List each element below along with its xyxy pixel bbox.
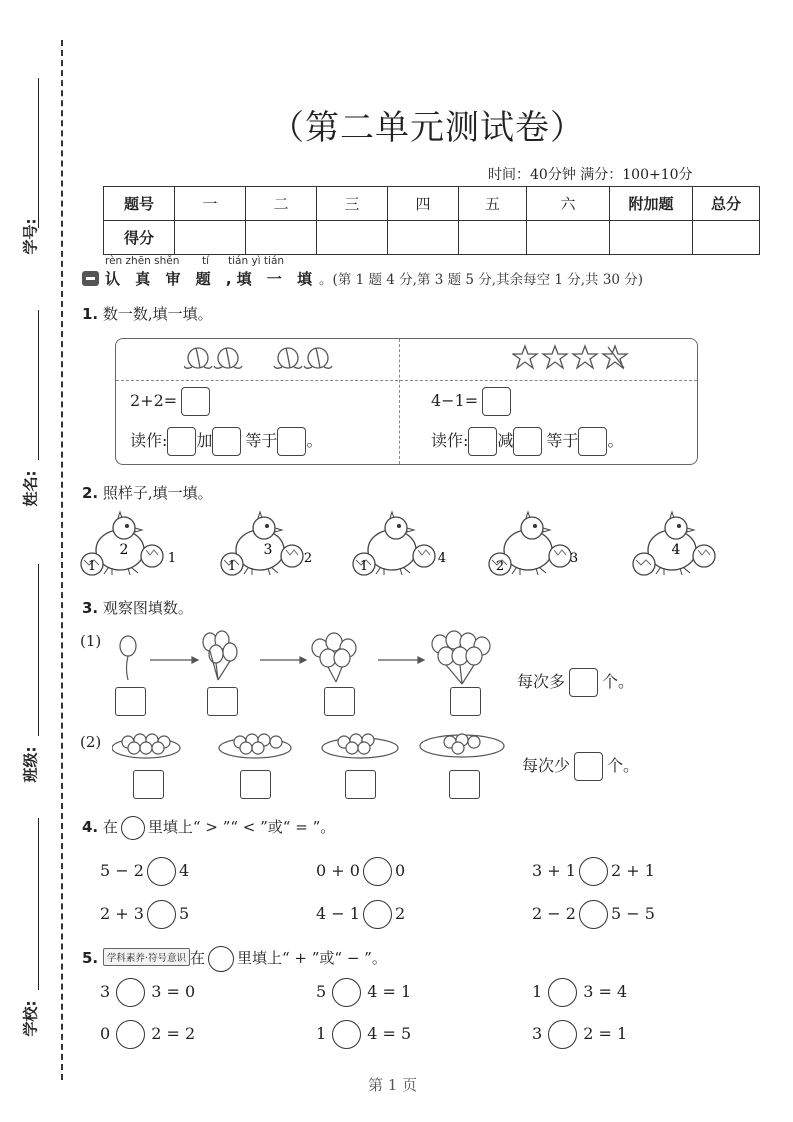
- answer-box[interactable]: [574, 752, 603, 781]
- table-cell: 四: [388, 187, 459, 221]
- chick-left-egg-number: 1: [359, 559, 369, 574]
- pinyin-tianyitian: tián yì tián: [228, 255, 285, 267]
- question-text: 观察图填数。: [98, 599, 193, 617]
- question-3-prompt: [82, 597, 193, 618]
- chick-5: [633, 512, 715, 575]
- part-2-label: (2): [80, 733, 102, 751]
- left-expr: 2 − 2: [532, 904, 576, 923]
- right-expr: 2 = 2: [151, 1024, 196, 1043]
- equals-word: 等于: [245, 431, 278, 450]
- question-text: 里填上“ + ”或“ − ”。: [236, 949, 387, 967]
- left-expr: 0 + 0: [316, 861, 360, 880]
- answer-box[interactable]: [450, 687, 481, 716]
- compare-item: [532, 857, 655, 886]
- right-expr: 0: [394, 861, 406, 880]
- part-2-answer-line: [522, 752, 639, 781]
- chick-right-egg-number: 1: [167, 551, 177, 566]
- right-expr: 3 = 0: [151, 982, 196, 1001]
- answer-circle[interactable]: [548, 978, 577, 1007]
- table-cell: 题号: [104, 187, 175, 221]
- pinyin-ti: tí: [202, 255, 210, 267]
- chick-right-egg-number: 3: [569, 551, 579, 566]
- question-5-prompt: [82, 946, 387, 972]
- period: 。: [607, 431, 624, 450]
- table-cell: 得分: [104, 221, 175, 255]
- equation-text: 4−1=: [431, 391, 479, 410]
- name-line: [38, 310, 39, 460]
- table-cell: 一: [175, 187, 246, 221]
- sign-item: [532, 1020, 627, 1049]
- circle-sample: [121, 816, 145, 840]
- question-number: 4.: [82, 818, 99, 836]
- right-expr: 5 − 5: [610, 904, 655, 923]
- chick-right-egg-number: 2: [303, 551, 313, 566]
- peaches-illustration: [184, 342, 344, 374]
- compare-item: [100, 900, 189, 929]
- question-text: 在: [98, 818, 118, 836]
- sign-item: [100, 978, 195, 1007]
- period: 。: [306, 431, 323, 450]
- question-text: 里填上“ > ”“ < ”或“ = ”。: [147, 818, 336, 836]
- school-label: 学校:: [21, 1000, 40, 1037]
- read-label: 读作:: [130, 431, 168, 450]
- chicks-illustration: [78, 510, 738, 590]
- left-expr: 2 + 3: [100, 904, 144, 923]
- answer-text: 个。: [607, 756, 640, 775]
- answer-box[interactable]: [133, 770, 164, 799]
- time-info: 时间：40分钟 满分：100+10分: [488, 167, 693, 183]
- question-text: 数一数,填一填。: [98, 305, 213, 323]
- q1-right-read: [431, 427, 623, 456]
- question-number: 3.: [82, 599, 99, 617]
- score-input-cell[interactable]: [693, 221, 760, 255]
- question-4-prompt: [82, 816, 335, 840]
- q1-left-read: [130, 427, 322, 456]
- name-label: 姓名:: [21, 470, 40, 507]
- score-input-cell[interactable]: [388, 221, 459, 255]
- table-cell: 附加题: [610, 187, 693, 221]
- chick-right-egg-number: 4: [437, 551, 447, 566]
- chick-left-egg-number: 1: [87, 559, 97, 574]
- answer-box[interactable]: [345, 770, 376, 799]
- answer-box[interactable]: [167, 427, 196, 456]
- answer-box[interactable]: [324, 687, 355, 716]
- question-number: 1.: [82, 305, 99, 323]
- chick-body-number: 2: [119, 542, 129, 558]
- page-title: （第二单元测试卷）: [270, 108, 585, 148]
- score-input-cell[interactable]: [246, 221, 317, 255]
- right-expr: 2 = 1: [583, 1024, 628, 1043]
- section-number-badge: [82, 271, 99, 286]
- right-expr: 3 = 4: [583, 982, 628, 1001]
- equation-text: 2+2=: [130, 391, 178, 410]
- answer-box[interactable]: [449, 770, 480, 799]
- table-cell: 五: [459, 187, 527, 221]
- answer-circle[interactable]: [332, 978, 361, 1007]
- table-cell: 总分: [693, 187, 760, 221]
- class-line: [38, 564, 39, 736]
- competency-tag: 学科素养·符号意识: [103, 948, 190, 966]
- left-expr: 3: [532, 1024, 543, 1043]
- answer-box[interactable]: [212, 427, 241, 456]
- part-1-answer-line: [517, 668, 634, 697]
- section-title: 认 真 审 题 ,填 一 填: [105, 270, 318, 288]
- answer-box[interactable]: [578, 427, 607, 456]
- answer-circle[interactable]: [332, 1020, 361, 1049]
- answer-circle[interactable]: [116, 1020, 145, 1049]
- answer-box[interactable]: [513, 427, 542, 456]
- student-id-label: 学号:: [21, 218, 40, 255]
- answer-circle[interactable]: [147, 900, 176, 929]
- answer-box[interactable]: [207, 687, 238, 716]
- answer-text: 每次多: [517, 672, 566, 691]
- score-table-score-row: [104, 221, 760, 255]
- left-expr: 4 − 1: [316, 904, 360, 923]
- pinyin-renzhen-shen: rèn zhēn shěn: [105, 255, 180, 267]
- score-input-cell[interactable]: [459, 221, 527, 255]
- answer-circle[interactable]: [579, 857, 608, 886]
- score-input-cell[interactable]: [610, 221, 693, 255]
- divider: [399, 339, 400, 464]
- right-expr: 2 + 1: [610, 861, 655, 880]
- divider: [116, 380, 697, 381]
- section-note: 。(第 1 题 4 分,第 3 题 5 分,其余每空 1 分,共 30 分): [319, 272, 644, 288]
- left-expr: 1: [316, 1024, 327, 1043]
- left-expr: 3 + 1: [532, 861, 576, 880]
- answer-text: 每次少: [522, 756, 571, 775]
- answer-circle[interactable]: [579, 900, 608, 929]
- question-2-prompt: [82, 482, 213, 503]
- answer-circle[interactable]: [116, 978, 145, 1007]
- part-1-label: (1): [80, 632, 102, 650]
- op-word: 减: [497, 431, 514, 450]
- question-text: 在: [189, 949, 205, 967]
- score-table-header-row: [104, 187, 760, 221]
- question-number: 2.: [82, 484, 99, 502]
- score-input-cell[interactable]: [317, 221, 388, 255]
- equals-word: 等于: [546, 431, 579, 450]
- right-expr: 4: [178, 861, 190, 880]
- compare-item: [532, 900, 655, 929]
- compare-item: [316, 857, 405, 886]
- score-input-cell[interactable]: [175, 221, 246, 255]
- chick-1: [81, 512, 176, 575]
- section-heading: [82, 268, 643, 289]
- left-expr: 5 − 2: [100, 861, 144, 880]
- q1-left-equation: [130, 387, 210, 416]
- sign-item: [532, 978, 627, 1007]
- answer-box[interactable]: [569, 668, 598, 697]
- answer-box[interactable]: [468, 427, 497, 456]
- page-number: 第 1 页: [368, 1076, 418, 1094]
- score-input-cell[interactable]: [527, 221, 610, 255]
- stars-illustration: [512, 344, 632, 372]
- op-word: 加: [196, 431, 213, 450]
- chick-2: [221, 512, 312, 575]
- chick-4: [489, 512, 578, 575]
- answer-circle[interactable]: [363, 857, 392, 886]
- circle-sample: [208, 946, 234, 972]
- chick-left-egg-number: 2: [495, 559, 505, 574]
- chick-3: [353, 512, 446, 575]
- answer-box[interactable]: [115, 687, 146, 716]
- school-line: [38, 818, 39, 990]
- left-expr: 5: [316, 982, 327, 1001]
- table-cell: 二: [246, 187, 317, 221]
- chick-body-number: 3: [263, 542, 273, 558]
- chick-left-egg-number: 1: [227, 559, 237, 574]
- right-expr: 4 = 5: [367, 1024, 412, 1043]
- sign-item: [100, 1020, 195, 1049]
- sign-item: [316, 1020, 411, 1049]
- right-expr: 2: [394, 904, 406, 923]
- right-expr: 5: [178, 904, 190, 923]
- answer-box[interactable]: [181, 387, 210, 416]
- left-expr: 3: [100, 982, 111, 1001]
- left-expr: 0: [100, 1024, 111, 1043]
- question-number: 5.: [82, 949, 99, 967]
- chick-body-number: 4: [671, 542, 681, 558]
- read-label: 读作:: [431, 431, 469, 450]
- compare-item: [100, 857, 189, 886]
- table-cell: 三: [317, 187, 388, 221]
- left-expr: 1: [532, 982, 543, 1001]
- fold-dashed-line: [61, 40, 63, 1080]
- answer-box[interactable]: [482, 387, 511, 416]
- strawberry-plates-illustration: [112, 724, 512, 768]
- answer-box[interactable]: [277, 427, 306, 456]
- student-id-line: [38, 78, 39, 228]
- right-expr: 4 = 1: [367, 982, 412, 1001]
- question-text: 照样子,填一填。: [98, 484, 213, 502]
- answer-circle[interactable]: [363, 900, 392, 929]
- q1-right-equation: [431, 387, 511, 416]
- class-label: 班级:: [21, 746, 40, 783]
- answer-circle[interactable]: [147, 857, 176, 886]
- answer-circle[interactable]: [548, 1020, 577, 1049]
- answer-text: 个。: [602, 672, 635, 691]
- answer-box[interactable]: [240, 770, 271, 799]
- score-table: [103, 186, 760, 255]
- question-1-prompt: [82, 303, 213, 324]
- compare-item: [316, 900, 405, 929]
- table-cell: 六: [527, 187, 610, 221]
- sign-item: [316, 978, 411, 1007]
- balloons-illustration: [110, 628, 510, 688]
